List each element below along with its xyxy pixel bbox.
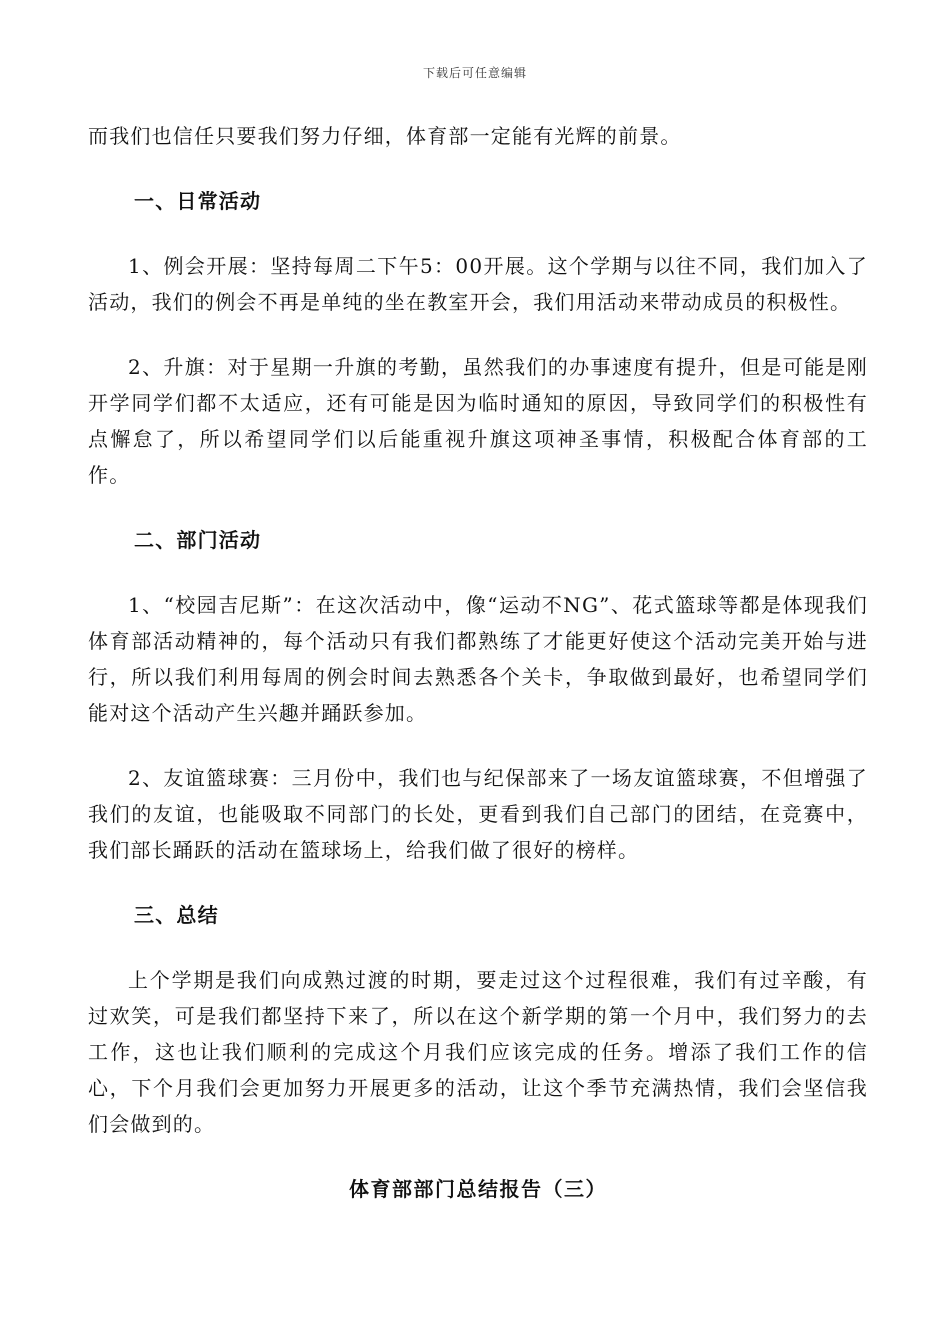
- section-heading-daily-activities: 一、日常活动: [134, 189, 262, 213]
- paragraph-flag-raising: 2、升旗：对于星期一升旗的考勤，虽然我们的办事速度有提升，但是可能是刚开学同学们都不太适应，还有可能是因为临时通知的原因，导致同学们的积极性有点懈怠了，所以希望同学们以后能重视升旗这项神圣事情，积极配合体育部的工作。: [88, 355, 868, 487]
- section-heading-summary: 三、总结: [134, 903, 219, 927]
- page-header: 下载后可任意编辑: [422, 66, 527, 80]
- paragraph-campus-guinness: 1、“校园吉尼斯”：在这次活动中，像“运动不NG”、花式篮球等都是体现我们体育部活动精神的，每个活动只有我们都熟练了才能更好使这个活动完美开始与进行，所以我们利用每周的例会时间去熟悉各个关卡，争取做到最好，也希望同学们能对这个活动产生兴趣并踊跃参加。: [88, 593, 868, 725]
- document-body: [88, 118, 868, 1207]
- paragraph-friendship-basketball: 2、友谊篮球赛：三月份中，我们也与纪保部来了一场友谊篮球赛，不但增强了我们的友谊，也能吸取不同部门的长处，更看到我们自己部门的团结，在竞赛中，我们部长踊跃的活动在篮球场上，给我们做了很好的榜样。: [88, 766, 868, 862]
- paragraph-regular-meeting: 1、例会开展：坚持每周二下午5：00开展。这个学期与以往不同，我们加入了活动，我们的例会不再是单纯的坐在教室开会，我们用活动来带动成员的积极性。: [88, 254, 868, 314]
- next-report-title: 体育部部门总结报告（三）: [349, 1177, 607, 1201]
- section-heading-department-activities: 二、部门活动: [134, 528, 262, 552]
- paragraph-summary: 上个学期是我们向成熟过渡的时期，要走过这个过程很难，我们有过辛酸，有过欢笑，可是我们都坚持下来了，所以在这个新学期的第一个月中，我们努力的去工作，这也让我们顺利的完成这个月我们应该完成的任务。增添了我们工作的信心，下个月我们会更加努力开展更多的活动，让这个季节充满热情，我们会坚信我们会做到的。: [88, 968, 868, 1136]
- lead-paragraph: 而我们也信任只要我们努力仔细，体育部一定能有光辉的前景。: [88, 124, 682, 148]
